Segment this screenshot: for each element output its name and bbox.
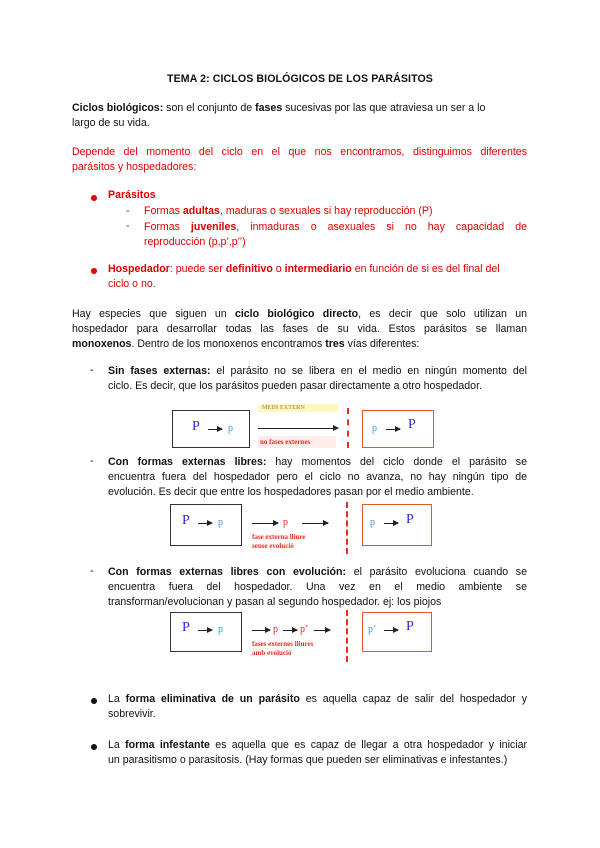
text: encuentra fuera del hospedador. Una vez en el medio ambiente se xyxy=(108,581,527,593)
arrow-icon xyxy=(283,630,297,631)
dash-icon: - xyxy=(90,455,94,467)
text: La xyxy=(108,693,126,705)
eliminativa-paragraph xyxy=(108,692,527,722)
diagram-2-caption-2: sense evolució xyxy=(252,542,294,550)
definitivo-term: definitivo xyxy=(225,263,273,275)
juvenile-p: p xyxy=(228,423,233,434)
arrow-icon xyxy=(208,429,222,430)
bullet-icon xyxy=(91,268,97,274)
dash-icon: - xyxy=(126,220,130,232)
intro-line-2: largo de su vida. xyxy=(72,117,150,129)
arrow-icon xyxy=(314,630,330,631)
depende-paragraph xyxy=(72,145,527,175)
parasitos-heading-text: Parásitos xyxy=(108,189,156,201)
text: el parásito no se libera en el medio en ningún momento del xyxy=(210,365,527,377)
arrow-icon xyxy=(302,523,328,524)
arrow-icon xyxy=(258,428,338,429)
text: ciclo o no. xyxy=(108,278,156,290)
arrow-icon xyxy=(252,523,278,524)
bullet-icon xyxy=(91,698,97,704)
arrow-icon xyxy=(198,630,212,631)
hospedador-paragraph xyxy=(108,262,527,292)
directo-paragraph xyxy=(72,307,527,352)
intermediario-term: intermediario xyxy=(284,263,352,275)
text: vías diferentes: xyxy=(344,338,420,350)
text: reproducción (p,p’,p’’) xyxy=(144,236,246,248)
forma-infestante-term: forma infestante xyxy=(125,739,210,751)
juveniles-term: juveniles xyxy=(190,221,237,233)
forma-eliminativa-term: forma eliminativa de un parásito xyxy=(125,693,300,705)
intro-text: son el conjunto de xyxy=(163,102,256,114)
tres-term: tres xyxy=(325,338,345,350)
external-p: p xyxy=(283,517,288,528)
depende-line-2: parásitos y hospedadores: xyxy=(72,161,197,173)
external-p-prime: p’ xyxy=(300,624,309,635)
depende-line-1: Depende del momento del ciclo en el que nos encontramos, distinguimos diferentes xyxy=(72,146,527,158)
boundary-line xyxy=(347,408,349,448)
arrow-icon xyxy=(384,523,398,524)
parasitos-sub-1 xyxy=(144,205,433,217)
juvenile-p: p xyxy=(372,423,377,434)
dash-icon: - xyxy=(90,364,94,376)
diagram-3-caption-1: fases externes lliures xyxy=(252,640,314,648)
boundary-line xyxy=(346,502,348,554)
arrow-icon xyxy=(198,523,212,524)
text: sobrevivir. xyxy=(108,708,156,720)
diagram-1-caption: no fases externes xyxy=(260,438,311,446)
text: Hay especies que siguen un xyxy=(72,308,235,320)
via-1-paragraph xyxy=(108,364,527,394)
text: ciclo. Es decir, que los parásitos pueden pasar directamente a otro hospedador. xyxy=(108,380,482,392)
via-1-term: Sin fases externas: xyxy=(108,365,211,377)
bullet-icon xyxy=(91,195,97,201)
external-p: p xyxy=(273,624,278,635)
diagram-2 xyxy=(170,502,432,554)
intro-term: Ciclos biológicos: xyxy=(72,102,164,114)
hospedador-term: Hospedador xyxy=(108,263,170,275)
juvenile-p: p xyxy=(370,517,375,528)
bullet-icon xyxy=(91,744,97,750)
host-box-left xyxy=(170,504,242,546)
text: Formas xyxy=(144,221,191,233)
parasitos-heading xyxy=(108,189,156,201)
text: hay momentos del ciclo donde el parásito se xyxy=(266,456,527,468)
boundary-line xyxy=(346,610,348,662)
diagram-1 xyxy=(172,404,434,450)
text: es aquella capaz de salir del hospedador y xyxy=(299,693,527,705)
text: o xyxy=(272,263,285,275)
text: hospedador para desarrollar todas las fases de su vida. Estos parásitos se llaman xyxy=(72,323,527,335)
adult-P: P xyxy=(192,419,200,434)
dash-icon: - xyxy=(126,205,130,217)
via-3-paragraph xyxy=(108,565,527,610)
text: un parasitismo o parasitosis. (Hay formas que pueden ser eliminativas e infestantes.) xyxy=(108,754,508,766)
host-box-left xyxy=(170,612,242,652)
diagram-3 xyxy=(170,610,432,662)
adult-P: P xyxy=(182,620,190,635)
intro-text-2: sucesivas por las que atraviesa un ser a lo xyxy=(282,102,486,114)
adult-P: P xyxy=(406,619,414,634)
text: , maduras o sexuales si hay reproducción (P) xyxy=(219,205,433,217)
diagram-3-caption-2: amb evolució xyxy=(252,649,292,657)
juvenile-p: p xyxy=(218,517,223,528)
text: transforman/evolucionan y pasan al segundo hospedador. ej: los piojos xyxy=(108,596,442,608)
text: , es decir que solo utilizan un xyxy=(358,308,528,320)
medi-extern-label: MEDI EXTERN xyxy=(262,405,305,411)
via-2-paragraph xyxy=(108,455,527,500)
juvenile-p: p xyxy=(218,624,223,635)
adult-P: P xyxy=(182,513,190,528)
ciclo-directo-term: ciclo biológico directo xyxy=(234,308,359,320)
juvenile-p-prime: p’ xyxy=(368,624,377,635)
arrow-icon xyxy=(386,429,400,430)
parasitos-sub-2 xyxy=(144,220,527,250)
intro-fases: fases xyxy=(255,102,283,114)
adult-P: P xyxy=(408,417,416,432)
text: : puede ser xyxy=(169,263,226,275)
text: es aquella que es capaz de llegar a otra hospedador y iniciar xyxy=(209,739,527,751)
intro-paragraph xyxy=(72,101,527,131)
page-title: TEMA 2: CICLOS BIOLÓGICOS DE LOS PARÁSITOS xyxy=(167,73,433,85)
adultas-term: adultas xyxy=(182,205,220,217)
diagram-2-caption-1: fase externa lliure xyxy=(252,533,306,541)
dash-icon: - xyxy=(90,565,94,577)
text: el parásito evoluciona cuando se xyxy=(346,566,527,578)
text: . Dentro de los monoxenos encontramos xyxy=(131,338,326,350)
via-2-term: Con formas externas libres: xyxy=(108,456,267,468)
text: , inmaduras o asexuales si no hay capacidad de xyxy=(236,221,527,233)
monoxenos-term: monoxenos xyxy=(72,338,132,350)
text: encuentra fuera del hospedador pero el ciclo no avanza, no hay ningún tipo de xyxy=(108,471,527,483)
arrow-icon xyxy=(384,630,398,631)
text: evolución. Es decir que entre los hospedadores pasan por el medio ambiente. xyxy=(108,486,474,498)
text: La xyxy=(108,739,126,751)
arrow-icon xyxy=(252,630,270,631)
via-3-term: Con formas externas libres con evolución: xyxy=(108,566,347,578)
text: en función de si es del final del xyxy=(351,263,500,275)
text: Formas xyxy=(144,205,183,217)
adult-P: P xyxy=(406,512,414,527)
infestante-paragraph xyxy=(108,738,527,768)
